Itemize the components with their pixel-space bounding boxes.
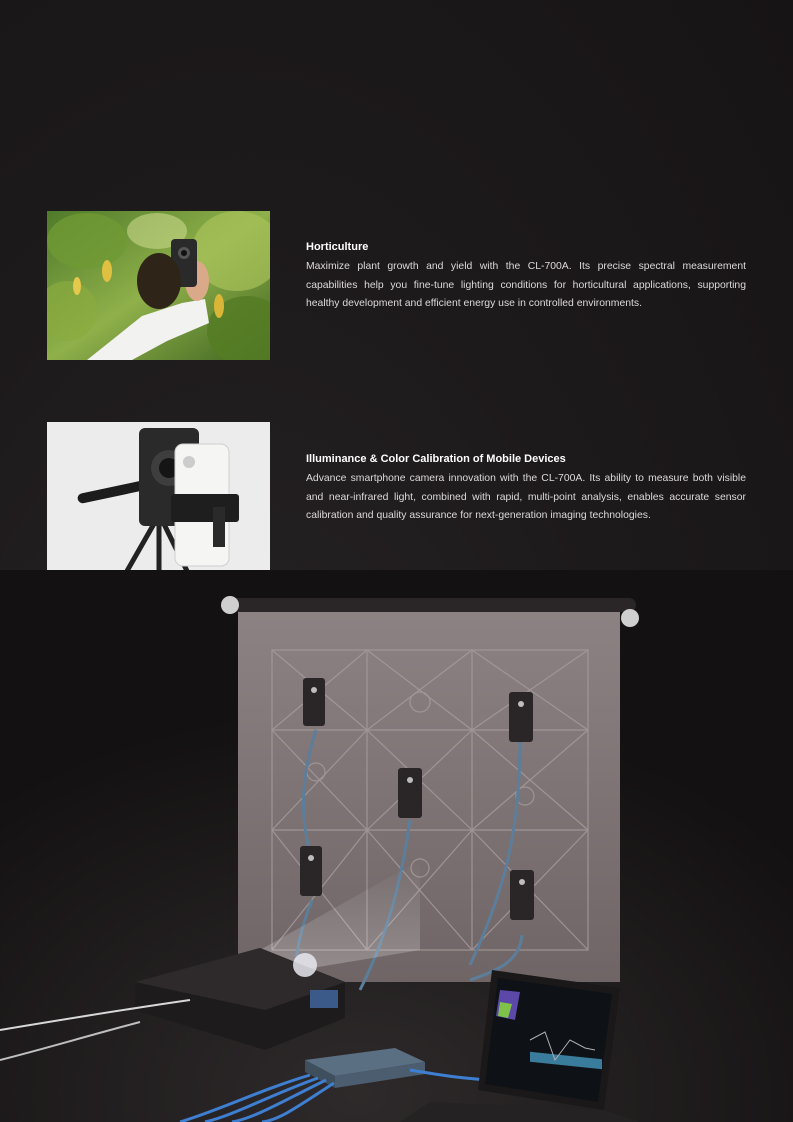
horticulture-photo [47, 211, 270, 360]
section-title: Horticulture [306, 241, 369, 253]
section-title: Illuminance & Color Calibration of Mobile Devices [306, 453, 566, 465]
section-horticulture [306, 240, 746, 314]
section-body: Maximize plant growth and yield with the CL-700A. Its precise spectral measurement capabilities help you fine-tune lighting conditions for horticultural applications, supporting healthy development and efficient energy use in controlled environments. [306, 261, 746, 309]
section-body: Advance smartphone camera innovation with the CL-700A. Its ability to measure both visible and near-infrared light, combined with rapid, multi-point analysis, enables accurate sensor calibration and quality assurance for next-generation imaging technologies. [306, 473, 746, 521]
mobile-calibration-photo [47, 422, 270, 571]
section-mobile-calibration [306, 452, 746, 526]
calibration-setup-illustration [0, 570, 793, 1122]
